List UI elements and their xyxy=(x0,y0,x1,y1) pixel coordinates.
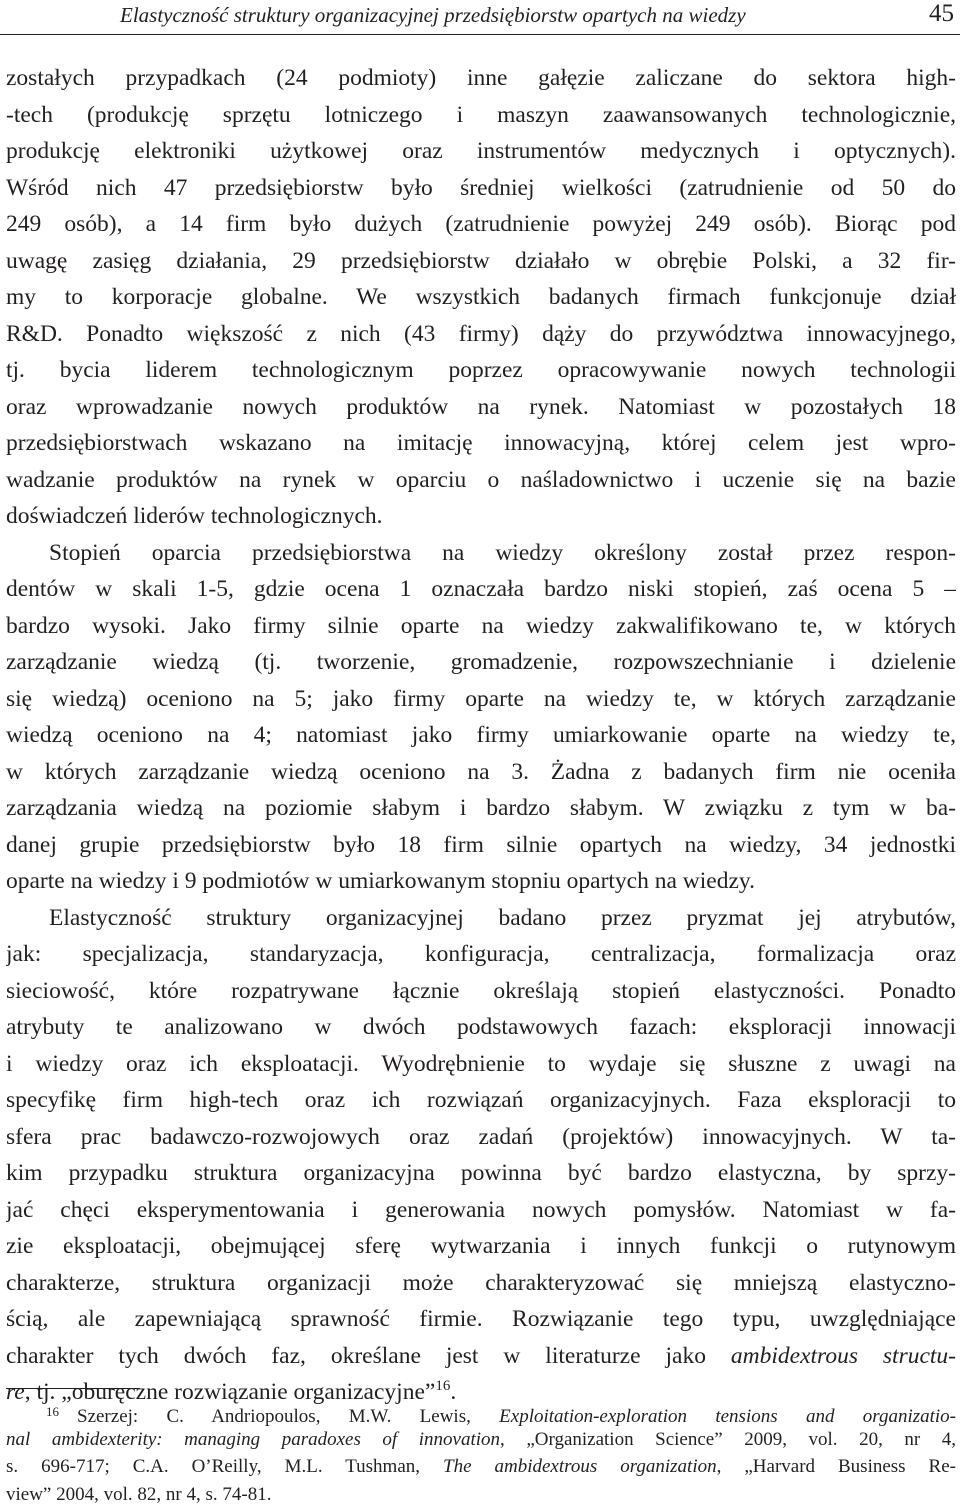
footnote-line xyxy=(6,1426,956,1454)
text-line: atrybuty te analizowano w dwóch podstawowych fazach: eksploracji innowacji xyxy=(6,1014,956,1040)
text-line: wiedzą oceniono na 4; natomiast jako firmy umiarkowanie oparte na wiedzy te, xyxy=(6,722,956,748)
footnote-separator xyxy=(6,1388,140,1389)
italic-title: Exploitation-exploration tensions and organizatio- xyxy=(499,1406,956,1426)
text-line: ścią, ale zapewniającą sprawność firmie. Rozwiązanie tego typu, uwzględniające xyxy=(6,1306,956,1332)
text-line: Elastyczność struktury organizacyjnej badano przez pryzmat jej atrybutów, xyxy=(49,904,956,931)
text-line: Stopień oparcia przedsiębiorstwa na wiedzy określony został przez respon- xyxy=(49,539,956,566)
text-line: tj. bycia liderem technologicznym poprzez opracowywanie nowych technologii xyxy=(6,357,956,383)
text-line: specyfikę firm high-tech oraz ich rozwiązań organizacyjnych. Faza eksploracji to xyxy=(6,1087,956,1113)
text-line: my to korporacje globalne. We wszystkich badanych firmach funkcjonuje dział xyxy=(6,284,956,310)
running-header xyxy=(0,0,960,35)
text-line xyxy=(6,1338,956,1375)
text-line: danej grupie przedsiębiorstw było 18 firm silnie opartych na wiedzy, 34 jednostki xyxy=(6,831,956,858)
text-line: R&D. Ponadto większość z nich (43 firmy) dąży do przywództwa innowacyjnego, xyxy=(6,320,956,347)
text-run: , „Harvard Business Re- xyxy=(716,1456,956,1477)
body-text xyxy=(6,60,956,1411)
text-line: sfera prac badawczo-rozwojowych oraz zadań (projektów) innowacyjnych. W ta- xyxy=(6,1123,956,1150)
text-line: kim przypadku struktura organizacyjna powinna być bardzo elastyczna, by sprzy- xyxy=(6,1160,956,1186)
text-line: uwagę zasięg działania, 29 przedsiębiorstw działało w obrębie Polski, a 32 fir- xyxy=(6,247,956,274)
text-line: bardzo wysoki. Jako firmy silnie oparte na wiedzy zakwalifikowano te, w których xyxy=(6,612,956,639)
text-run: , tj. „oburęczne rozwiązanie organizacyjne” xyxy=(24,1379,436,1405)
italic-title: nal ambidexterity: managing paradoxes of innovation xyxy=(6,1428,501,1450)
italic-term: re xyxy=(6,1379,25,1405)
text-line: oraz wprowadzanie nowych produktów na rynek. Natomiast w pozostałych 18 xyxy=(6,393,956,420)
text-line: się wiedzą) oceniono na 5; jako firmy oparte na wiedzy te, w których zarządzanie xyxy=(6,685,956,712)
text-line: 249 osób), a 14 firm było dużych (zatrudnienie powyżej 249 osób). Biorąc pod xyxy=(6,211,956,237)
text-line: -tech (produkcję sprzętu lotniczego i maszyn zaawansowanych technologicznie, xyxy=(6,101,956,128)
text-line: doświadczeń liderów technologicznych. xyxy=(6,503,383,529)
page-number: 45 xyxy=(929,0,954,27)
footnote-number: 16 xyxy=(46,1404,59,1419)
footnote xyxy=(6,1398,956,1508)
footnote-line xyxy=(6,1453,956,1481)
text-run: , „Organization Science” 2009, vol. 20, nr 4, xyxy=(500,1428,956,1450)
text-line: sieciowość, które rozpatrywane łącznie określają stopień elastyczności. Ponadto xyxy=(6,977,956,1004)
text-line: w których zarządzanie wiedzą oceniono na 3. Żadna z badanych firm nie oceniła xyxy=(6,758,956,785)
text-run: charakter tych dwóch faz, określane jest w literaturze jako xyxy=(6,1342,706,1369)
text-line: zostałych przypadkach (24 podmioty) inne gałęzie zaliczane do sektora high- xyxy=(6,65,956,91)
text-line: i wiedzy oraz ich eksploatacji. Wyodrębnienie to wydaje się słuszne z uwagi na xyxy=(6,1050,956,1077)
text-line: zarządzania wiedzą na poziomie słabym i bardzo słabym. W związku z tym w ba- xyxy=(6,795,956,821)
text-line: przedsiębiorstwach wskazano na imitację innowacyjną, której celem jest wpro- xyxy=(6,430,956,456)
running-title: Elastyczność struktury organizacyjnej przedsiębiorstw opartych na wiedzy xyxy=(120,3,746,27)
italic-title: The ambidextrous organization xyxy=(443,1456,717,1477)
text-line: jać chęci eksperymentowania i generowania nowych pomysłów. Natomiast w fa- xyxy=(6,1196,956,1223)
footnote-line xyxy=(6,1398,956,1426)
text-line: charakterze, struktura organizacji może charakteryzować się mniejszą elastyczno- xyxy=(6,1269,956,1296)
text-line: oparte na wiedzy i 9 podmiotów w umiarkowanym stopniu opartych na wiedzy. xyxy=(6,868,755,894)
text-run: s. 696-717; C.A. O’Reilly, M.L. Tushman, xyxy=(6,1456,421,1477)
text-line: jak: specjalizacja, standaryzacja, konfiguracja, centralizacja, formalizacja oraz xyxy=(6,941,956,967)
italic-term: ambidextrous structu- xyxy=(730,1342,956,1369)
text-run: Szerzej: C. Andriopoulos, M.W. Lewis, xyxy=(77,1406,471,1426)
text-line: wadzanie produktów na rynek w oparciu o naśladownictwo i uczenie się na bazie xyxy=(6,466,956,493)
text-line: dentów w skali 1-5, gdzie ocena 1 oznaczała bardzo niski stopień, zaś ocena 5 – xyxy=(6,576,956,602)
text-line: zarządzanie wiedzą (tj. tworzenie, gromadzenie, rozpowszechnianie i dzielenie xyxy=(6,649,956,675)
text-line: zie eksploatacji, obejmującej sferę wytwarzania i innych funkcji o rutynowym xyxy=(6,1233,956,1259)
text-run: . xyxy=(450,1379,457,1405)
footnote-reference[interactable]: 16 xyxy=(435,1378,451,1394)
text-line: Wśród nich 47 przedsiębiorstw było średniej wielkości (zatrudnienie od 50 do xyxy=(6,174,956,201)
footnote-line: view” 2004, vol. 82, nr 4, s. 74-81. xyxy=(6,1483,272,1505)
text-line: produkcję elektroniki użytkowej oraz instrumentów medycznych i optycznych). xyxy=(6,138,956,164)
